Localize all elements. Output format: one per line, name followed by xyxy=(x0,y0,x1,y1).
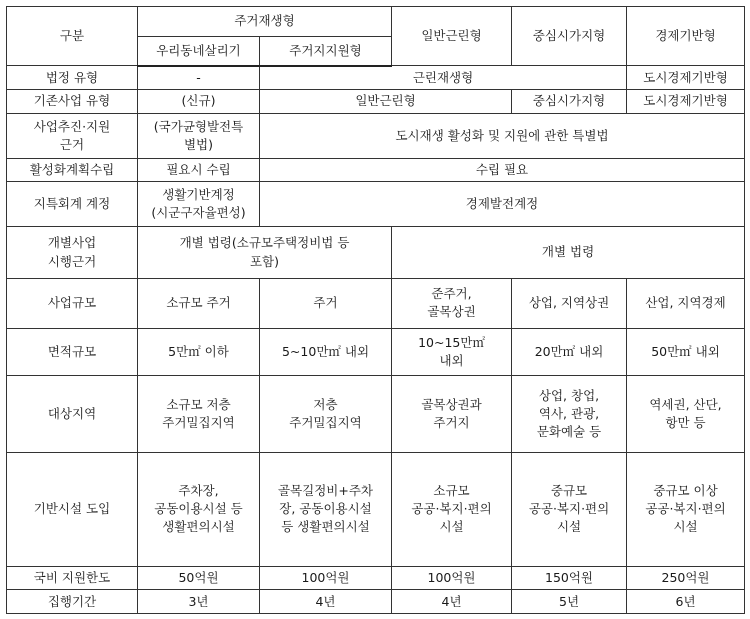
label-subsidy-limit: 국비 지원한도 xyxy=(7,566,138,590)
cell-infrastructure-general: 소규모 공공·복지·편의 시설 xyxy=(392,452,512,566)
header-row-1 xyxy=(7,7,745,37)
row-project-scale xyxy=(7,278,745,328)
header-economic-base: 경제기반형 xyxy=(627,7,745,66)
label-individual-basis: 개별사업 시행근거 xyxy=(7,227,138,278)
cell-infrastructure-central: 중규모 공공·복지·편의 시설 xyxy=(512,452,627,566)
row-infrastructure xyxy=(7,452,745,566)
cell-period-economic: 6년 xyxy=(627,590,745,614)
cell-target-area-neighborhood: 소규모 저층 주거밀집지역 xyxy=(138,376,260,453)
header-category: 구분 xyxy=(7,7,138,66)
row-activation-plan xyxy=(7,158,745,182)
cell-activation-plan-neighborhood: 필요시 수립 xyxy=(138,158,260,182)
cell-special-account-neighborhood: 생활기반계정 (시군구자율편성) xyxy=(138,182,260,227)
label-special-account: 지특회계 계정 xyxy=(7,182,138,227)
cell-base-project-central: 중심시가지형 xyxy=(512,90,627,114)
cell-period-general: 4년 xyxy=(392,590,512,614)
cell-area-scale-economic: 50만㎡ 내외 xyxy=(627,328,745,375)
cell-legal-type-regen: 근린재생형 xyxy=(260,66,627,90)
cell-special-account-rest: 경제발전계정 xyxy=(260,182,745,227)
urban-regeneration-comparison-table xyxy=(6,6,745,614)
label-infrastructure: 기반시설 도입 xyxy=(7,452,138,566)
label-area-scale: 면적규모 xyxy=(7,328,138,375)
cell-individual-basis-residential: 개별 법령(소규모주택정비법 등 포함) xyxy=(138,227,392,278)
cell-project-scale-residential: 주거 xyxy=(260,278,392,328)
cell-subsidy-economic: 250억원 xyxy=(627,566,745,590)
cell-subsidy-general: 100억원 xyxy=(392,566,512,590)
cell-legal-basis-neighborhood: (국가균형발전특 별법) xyxy=(138,113,260,158)
header-neighborhood: 우리동네살리기 xyxy=(138,36,260,66)
row-special-account xyxy=(7,182,745,227)
row-area-scale xyxy=(7,328,745,375)
cell-area-scale-residential: 5~10만㎡ 내외 xyxy=(260,328,392,375)
cell-target-area-residential: 저층 주거밀집지역 xyxy=(260,376,392,453)
header-general-neighborhood: 일반근린형 xyxy=(392,7,512,66)
label-base-project-type: 기존사업 유형 xyxy=(7,90,138,114)
cell-base-project-economic: 도시경제기반형 xyxy=(627,90,745,114)
row-period xyxy=(7,590,745,614)
cell-infrastructure-residential: 골목길정비+주차 장, 공동이용시설 등 생활편의시설 xyxy=(260,452,392,566)
row-legal-type xyxy=(7,66,745,90)
header-group-residential: 주거재생형 xyxy=(138,7,392,37)
label-target-area: 대상지역 xyxy=(7,376,138,453)
cell-period-central: 5년 xyxy=(512,590,627,614)
cell-area-scale-central: 20만㎡ 내외 xyxy=(512,328,627,375)
cell-legal-basis-rest: 도시재생 활성화 및 지원에 관한 특별법 xyxy=(260,113,745,158)
row-target-area xyxy=(7,376,745,453)
label-legal-basis: 사업추진·지원 근거 xyxy=(7,113,138,158)
cell-target-area-economic: 역세권, 산단, 항만 등 xyxy=(627,376,745,453)
row-subsidy-limit xyxy=(7,566,745,590)
cell-subsidy-central: 150억원 xyxy=(512,566,627,590)
cell-target-area-general: 골목상권과 주거지 xyxy=(392,376,512,453)
cell-base-project-general: 일반근린형 xyxy=(260,90,512,114)
cell-target-area-central: 상업, 창업, 역사, 관광, 문화예술 등 xyxy=(512,376,627,453)
cell-area-scale-general: 10~15만㎡ 내외 xyxy=(392,328,512,375)
cell-period-neighborhood: 3년 xyxy=(138,590,260,614)
cell-infrastructure-neighborhood: 주차장, 공동이용시설 등 생활편의시설 xyxy=(138,452,260,566)
header-residential-support: 주거지지원형 xyxy=(260,36,392,66)
row-legal-basis xyxy=(7,113,745,158)
header-central-city: 중심시가지형 xyxy=(512,7,627,66)
cell-individual-basis-rest: 개별 법령 xyxy=(392,227,745,278)
cell-infrastructure-economic: 중규모 이상 공공·복지·편의 시설 xyxy=(627,452,745,566)
label-project-scale: 사업규모 xyxy=(7,278,138,328)
label-activation-plan: 활성화계획수립 xyxy=(7,158,138,182)
cell-project-scale-central: 상업, 지역상권 xyxy=(512,278,627,328)
label-legal-type: 법정 유형 xyxy=(7,66,138,90)
cell-project-scale-general: 준주거, 골목상권 xyxy=(392,278,512,328)
cell-project-scale-economic: 산업, 지역경제 xyxy=(627,278,745,328)
cell-activation-plan-rest: 수립 필요 xyxy=(260,158,745,182)
cell-legal-type-economic: 도시경제기반형 xyxy=(627,66,745,90)
row-base-project-type xyxy=(7,90,745,114)
cell-project-scale-neighborhood: 소규모 주거 xyxy=(138,278,260,328)
cell-subsidy-residential: 100억원 xyxy=(260,566,392,590)
row-individual-basis xyxy=(7,227,745,278)
cell-base-project-neighborhood: (신규) xyxy=(138,90,260,114)
cell-subsidy-neighborhood: 50억원 xyxy=(138,566,260,590)
cell-area-scale-neighborhood: 5만㎡ 이하 xyxy=(138,328,260,375)
label-period: 집행기간 xyxy=(7,590,138,614)
cell-legal-type-neighborhood: - xyxy=(138,66,260,90)
cell-period-residential: 4년 xyxy=(260,590,392,614)
